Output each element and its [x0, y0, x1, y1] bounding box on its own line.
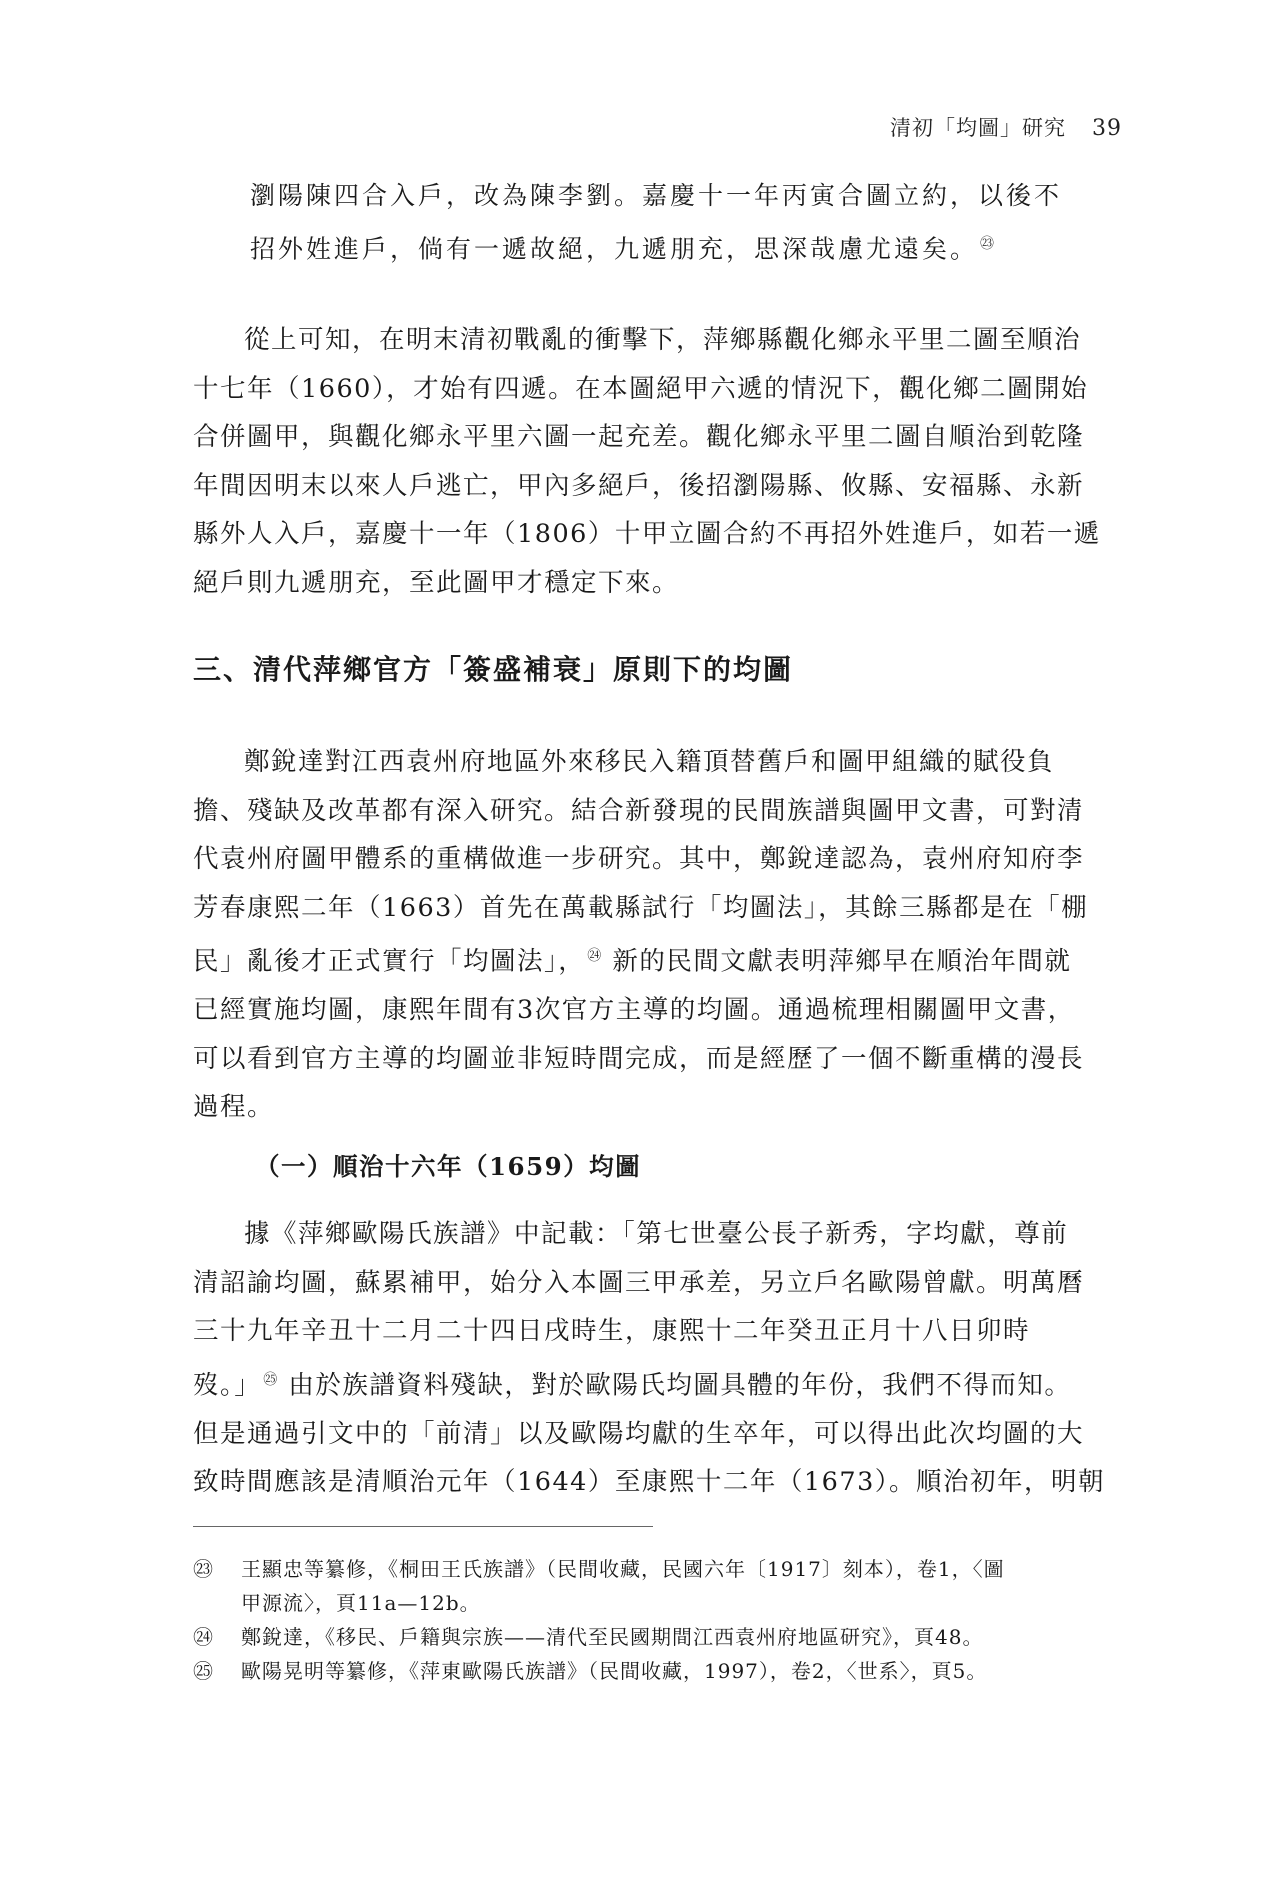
section-heading: 三、清代萍鄉官方「簽盛補衰」原則下的均圖 [193, 653, 794, 686]
paragraph-line: 縣外人入戶，嘉慶十一年（1806）十甲立圖合約不再招外姓進戶，如若一遞 [193, 519, 1101, 549]
paragraph-line: 從上可知，在明末清初戰亂的衝擊下，萍鄉縣觀化鄉永平里二圖至順治 [244, 325, 1082, 355]
footnote-text: 王顯忠等纂修，《桐田王氏族譜》（民間收藏，民國六年〔1917〕刻本），卷1，〈圖 [241, 1557, 1005, 1581]
paragraph-line: 據《萍鄉歐陽氏族譜》中記載：「第七世臺公長子新秀，字均獻，尊前 [244, 1219, 1069, 1249]
paragraph-line: 芳春康熙二年（1663）首先在萬載縣試行「均圖法」，其餘三縣都是在「棚 [193, 892, 1089, 923]
footnote-text: 甲源流〉，頁11a—12b。 [241, 1591, 481, 1615]
paragraph-line: 十七年（1660），才始有四遞。在本圖絕甲六遞的情況下，觀化鄉二圖開始 [193, 373, 1089, 404]
paragraph-3 [193, 1210, 1123, 1507]
footnote-number: ㉕ [193, 1659, 214, 1683]
paragraph-line: 擔、殘缺及改革都有深入研究。結合新發現的民間族譜與圖甲文書，可對清 [193, 795, 1085, 826]
footnote-23 [193, 1552, 1123, 1586]
paragraph-line-tail: 由於族譜資料殘缺，對於歐陽氏均圖具體的年份，我們不得而知。 [288, 1370, 1072, 1400]
page-number: 39 [1092, 116, 1122, 141]
footnote-25 [193, 1654, 1123, 1688]
paragraph-line: 年間因明末以來人戶逃亡，甲內多絕戶，後招瀏陽縣、攸縣、安福縣、永新 [193, 470, 1085, 501]
paragraph-line-text: 民」亂後才正式實行「均圖法」， [193, 946, 586, 977]
paragraph-line [193, 932, 1123, 986]
subsection-heading: （一）順治十六年（1659）均圖 [255, 1152, 642, 1181]
paragraph-line: 代袁州府圖甲體系的重構做進一步研究。其中，鄭銳達認為，袁州府知府李 [193, 844, 1085, 874]
paragraph-line: 可以看到官方主導的均圖並非短時間完成，而是經歷了一個不斷重構的漫長 [193, 1043, 1085, 1074]
quote-line [250, 220, 1090, 273]
paragraph-line: 清詔諭均圖，蘇累補甲，始分入本圖三甲承差，另立戶名歐陽曾獻。明萬曆 [193, 1267, 1085, 1298]
paragraph-line: 致時間應該是清順治元年（1644）至康熙十二年（1673）。順治初年，明朝 [193, 1467, 1106, 1497]
paragraph-line: 鄭銳達對江西袁州府地區外來移民入籍頂替舊戶和圖甲組織的賦役負 [244, 747, 1055, 777]
footnote-ref-23[interactable]: ㉓ [980, 236, 998, 252]
paragraph-line: 絕戶則九遞朋充，至此圖甲才穩定下來。 [193, 567, 680, 598]
footnote-24 [193, 1620, 1123, 1654]
footnote-number [193, 1586, 241, 1620]
footnote-number: ㉔ [193, 1625, 214, 1649]
footnote-ref-24[interactable]: ㉔ [587, 948, 603, 964]
paragraph-line-tail: 新的民間文獻表明萍鄉早在順治年間就 [612, 946, 1072, 977]
paragraph-1 [193, 316, 1123, 607]
paragraph-line: 過程。 [193, 1092, 275, 1122]
footnote-23-continued [193, 1586, 1123, 1620]
running-title: 清初「均圖」研究 [890, 116, 1066, 140]
footnote-divider [193, 1526, 653, 1527]
paragraph-line-text: 歿。」 [193, 1370, 262, 1400]
paragraph-line: 合併圖甲，與觀化鄉永平里六圖一起充差。觀化鄉永平里二圖自順治到乾隆 [193, 422, 1085, 452]
footnote-ref-25[interactable]: ㉕ [263, 1371, 279, 1388]
quote-line-text: 招外姓進戶，倘有一遞故絕，九遞朋充，思深哉慮尤遠矣。 [250, 234, 979, 264]
paragraph-line: 但是通過引文中的「前清」以及歐陽均獻的生卒年，可以得出此次均圖的大 [193, 1418, 1085, 1449]
footnote-number: ㉓ [193, 1557, 214, 1581]
footnote-text: 歐陽晃明等纂修，《萍東歐陽氏族譜》（民間收藏，1997），卷2，〈世系〉，頁5。 [241, 1659, 988, 1683]
block-quote [250, 172, 1090, 273]
footnotes [193, 1552, 1123, 1688]
footnote-text: 鄭銳達，《移民、戶籍與宗族——清代至民國期間江西袁州府地區研究》，頁48。 [241, 1625, 984, 1649]
paragraph-line: 三十九年辛丑十二月二十四日戌時生，康熙十二年癸丑正月十八日卯時 [193, 1316, 1031, 1346]
running-header [890, 112, 1122, 142]
paragraph-2 [193, 738, 1123, 1132]
paragraph-line: 已經實施均圖，康熙年間有3次官方主導的均圖。通過梳理相關圖甲文書， [193, 995, 1075, 1025]
paragraph-line [193, 1356, 1123, 1410]
quote-line: 瀏陽陳四合入戶，改為陳李劉。嘉慶十一年丙寅合圖立約，以後不 [250, 181, 1063, 210]
